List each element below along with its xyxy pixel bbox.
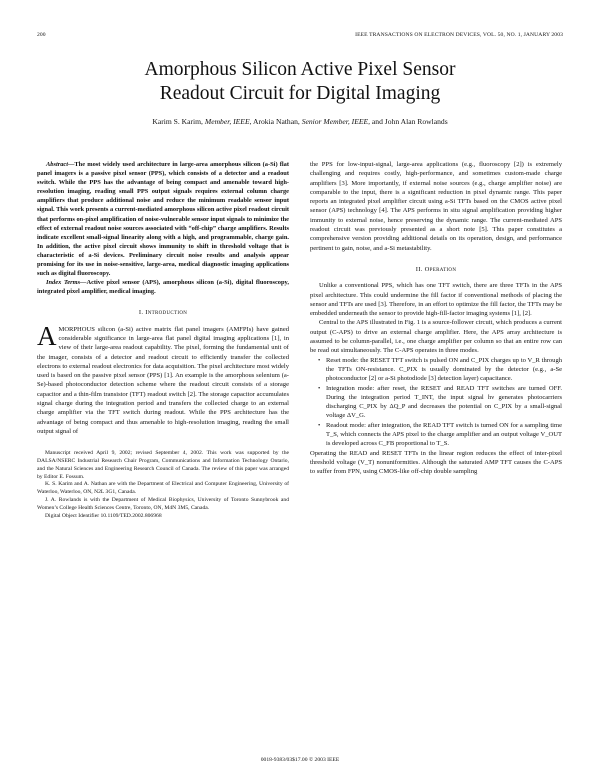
footnote-affil-1: K. S. Karim and A. Nathan are with the Department of Electrical and Computer Engineering, University of Waterloo, Waterloo, ON, N2L 3G1, Canada. [37, 481, 289, 496]
intro-continued: the PPS for low-input-signal, large-area applications (e.g., fluoroscopy [2]) is extremely challenging and requires costly, high-performance, and sometimes custom-made charge amplifiers [3]. More importantly, if external noise sources (e.g., charge amplifier noise) are comparable to the input, there is a significant reduction in pixel dynamic range. This paper reports an integrated pixel amplifier circuit using a-Si TFTs based on the CMOS active pixel sensor (APS) technology [4]. The APS performs in situ signal amplification providing higher immunity to external noise, hence preserving the dynamic range. The current-mediated APS readout circuit was previously presented as a short note [5]. This paper constitutes a comprehensive version providing additional details on its operation, design, and performance pertinent to gain, noise, and a-Si metastability. [310, 161, 562, 252]
footnote-doi: Digital Object Identifier 10.1109/TED.2002.806968 [45, 512, 162, 519]
section-1-title: Introduction [145, 309, 188, 317]
intro-paragraph [37, 320, 289, 437]
page-number: 200 [37, 32, 46, 38]
index-terms-lead: Index Terms— [46, 279, 87, 287]
mode-reset: • Reset mode: the RESET TFT switch is pulsed ON and C_PIX charges up to V_R through the TFTs ON-resistance. C_PIX is usually dominated by the detector (e.g., a-Se photoconductor [2] or a-Si photodiode [3] detection layer) capacitance. [326, 356, 562, 384]
abstract [37, 160, 289, 278]
paper-title [40, 58, 560, 106]
abstract-lead: Abstract— [46, 161, 75, 168]
title-line-2: Readout Circuit for Digital Imaging [159, 83, 441, 104]
running-header: IEEE TRANSACTIONS ON ELECTRON DEVICES, VOL. 50, NO. 1, JANUARY 2003 [355, 32, 563, 38]
author-2-role: Senior Member, IEEE, [301, 117, 371, 126]
operation-paragraph-3: Operating the READ and RESET TFTs in the linear region reduces the effect of inter-pixel threshold voltage (V_T) nonuniformities. Although the saturated AMP TFT causes the C-APS to suffer from FPN, using CMOS-like off-chip double sampling [310, 449, 562, 476]
index-terms-text: Active pixel sensor (APS), amorphous silicon (a-Si), digital fluoroscopy, integrated pixel amplifier, medical imaging. [37, 279, 289, 296]
mode-readout: • Readout mode: after integration, the READ TFT switch is turned ON for a sampling time T_S, which connects the APS pixel to the charge amplifier and an output voltage V_OUT is developed across C_FB proportional to T_S. [326, 421, 562, 449]
section-heading-introduction [37, 308, 289, 317]
author-1: Karim S. Karim, [152, 117, 203, 126]
author-3: and John Alan Rowlands [371, 117, 448, 126]
index-terms [37, 278, 289, 296]
intro-text: MORPHOUS silicon (a-Si) active matrix flat panel imagers (AMFPIs) have gained considerable significance in large-area flat panel digital imaging applications [1], in view of their large-area readout capability. The pixel, forming the fundamental unit of the imager, consists of a detector and readout circuit to efficiently transfer the collected electrons to external readout electronics for data acquisition. The pixel architecture most widely used is based on the passive pixel sensor (PPS) [1]. An example is the amorphous selenium (a-Se)-based photoconductor detection scheme where the readout circuit consists of a storage capacitor and a thin-film transistor (TFT) readout switch [2]. The storage capacitor accumulates signal charge during the integration period and transfers the collected charge to an external charge amplifier via the TFT switch during readout. While the PPS architecture has the advantage of being compact and thus amenable to high-resolution imaging, reading the small output signal of [37, 325, 289, 435]
section-heading-operation [310, 265, 562, 274]
author-list [40, 117, 560, 126]
author-2: Arokia Nathan, [252, 117, 300, 126]
operation-paragraph-2: Central to the APS illustrated in Fig. 1 is a source-follower circuit, which produces a current output (C-APS) to drive an external charge amplifier. Here, the APS array architecture is assumed to be column-parallel, i.e., one charge amplifier per column so that an entire row can be read out simultaneously. The C-APS operates in three modes. [310, 319, 562, 355]
title-line-1: Amorphous Silicon Active Pixel Sensor [144, 59, 456, 80]
left-column [37, 160, 289, 520]
section-1-numeral: I. [138, 309, 144, 317]
footnote-affil-2: J. A. Rowlands is with the Department of Medical Biophysics, University of Toronto Sunnybrook and Women’s College Health Sciences Centre, Toronto, ON, M4N 3M5, Canada. [37, 497, 289, 511]
abstract-text: The most widely used architecture in large-area amorphous silicon (a-Si) flat panel imagers is a passive pixel sensor (PPS), which consists of a detector and a readout switch. While the PPS has the advantage of being compact and amenable toward high-resolution imaging, reading small PPS output signals requires external column charge amplifiers that produce additional noise and reduce the minimum readable sensor input signal. This work presents a current-mediated amorphous silicon active pixel readout circuit that performs on-pixel amplification of noise-vulnerable sensor input signals to minimize the effect of external readout noise sources associated with “off-chip” charge amplifiers. Results indicate excellent small-signal linearity along with a high, and programmable, charge gain. In addition, the active pixel circuit shows immunity to shift in threshold voltage that is characteristic of a-Si devices. Preliminary circuit noise results and analysis appear promising for its use in noise-sensitive, large-area, medical diagnostic imaging applications such as digital fluoroscopy. [37, 161, 289, 278]
copyright-footer: 0018-9383/03$17.00 © 2003 IEEE [260, 757, 340, 763]
footnote-manuscript: Manuscript received April 9, 2002; revised September 4, 2002. This work was supported by the DALSA/NSERC Industrial Research Chair Program, Communications and Information Technology Ontario, and the Natural Sciences and Engineering Research Council of Canada. The review of this paper was arranged by Editor E. Fossum. [37, 450, 289, 480]
section-2-title: Operation [424, 265, 457, 273]
right-column [310, 160, 562, 477]
drop-cap: A [37, 320, 57, 351]
author-1-role: Member, IEEE, [204, 117, 252, 126]
operation-paragraph-1: Unlike a conventional PPS, which has one TFT switch, there are three TFTs in the APS pixel architecture. This could undermine the fill factor if conventional methods of placing the sensor and TFTs are used [3]. Therefore, in an effort to optimize the fill factor, the TFTs may be embedded underneath the sensor to provide high-fill-factor imaging systems [1], [2]. [310, 282, 562, 318]
footnotes [37, 450, 289, 520]
mode-list [310, 356, 562, 449]
section-2-numeral: II. [415, 265, 423, 273]
mode-integration: • Integration mode: after reset, the RESET and READ TFT switches are turned OFF. During the integration period T_INT, the input signal hν generates photocarriers discharging C_PIX by ΔQ_P and decreases the potential on C_PIX by a small-signal voltage ΔV_G. [326, 384, 562, 421]
